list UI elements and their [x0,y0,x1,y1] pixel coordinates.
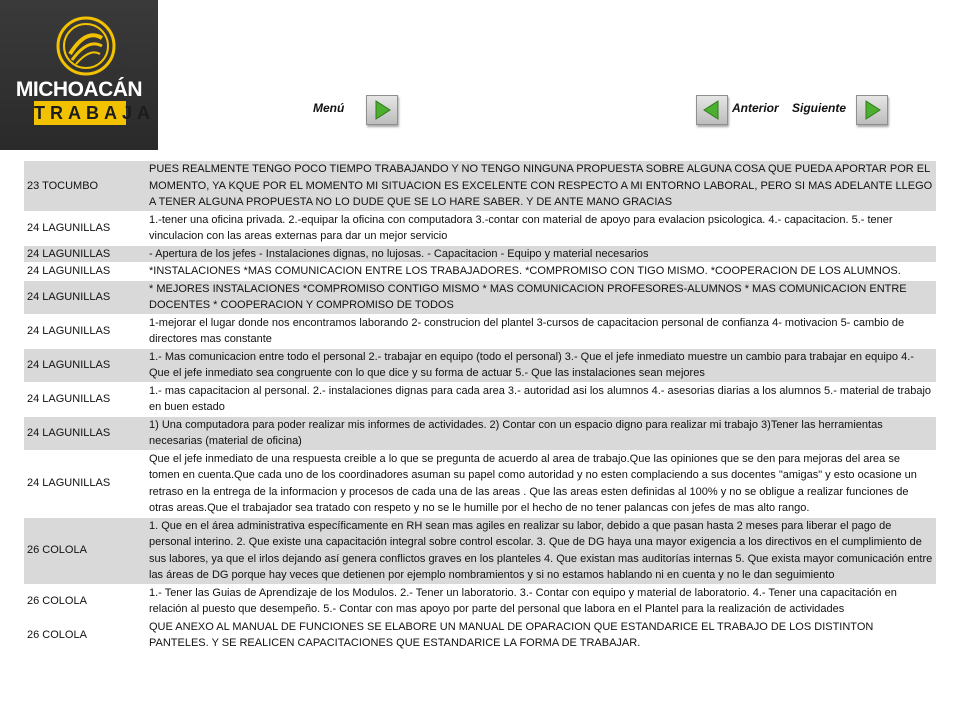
table-row [24,280,936,314]
response-cell: QUE ANEXO AL MANUAL DE FUNCIONES SE ELABORE UN MANUAL DE OPARACION QUE ESTANDARICE EL TRABAJO DE LOS DISTINTON PANTELES. Y SE REALICEN CAPACITACIONES QUE ESTANDARICE LA FORMA DE TRABAJAR. [146,618,936,652]
location-cell: 24 LAGUNILLAS [24,416,146,450]
response-cell: - Apertura de los jefes - Instalaciones dignas, no lujosas. - Capacitacion - Equipo y material necesarios [146,245,936,263]
anterior-label[interactable]: Anterior [732,101,779,115]
logo-panel [0,0,158,150]
table-row [24,211,936,245]
table-row [24,584,936,618]
arrow-right-icon [367,96,397,124]
brand-line1: MICHOACÁN [15,78,143,101]
location-cell: 26 COLOLA [24,517,146,584]
table-row [24,416,936,450]
location-cell: 24 LAGUNILLAS [24,263,146,281]
brand-line2: TRABAJA [34,103,156,123]
arrow-right-icon [857,96,887,124]
table-row [24,161,936,211]
menu-label[interactable]: Menú [313,101,345,115]
location-cell: 24 LAGUNILLAS [24,348,146,382]
response-cell: 1.-tener una oficina privada. 2.-equipar la oficina con computadora 3.-contar con material de apoyo para evalacion psicologica. 4.- capacitacion. 5.- tener vinculacion con las areas externas para dar un mejor servicio [146,211,936,245]
response-cell: 1.- Mas comunicacion entre todo el personal 2.- trabajar en equipo (todo el personal) 3.- Que el jefe inmediato muestre un cambio para trabajar en equipo 4.- Que el jefe inmediato sea congruente con lo que dice y su forma de actuar 5.- Que las instalaciones sean mejores [146,348,936,382]
table-row [24,314,936,348]
menu-button[interactable] [366,95,398,125]
arrow-left-icon [697,96,727,124]
table-row [24,618,936,652]
response-cell: 1.- Tener las Guias de Aprendizaje de los Modulos. 2.- Tener un laboratorio. 3.- Contar con equipo y material de laboratorio. 4.- Tener una capacitación en relación al puesto que desempeño. 5.- Contar con mas apoyo por parte del personal que labora en el Plantel para la realización de actividades [146,584,936,618]
table-row [24,348,936,382]
location-cell: 24 LAGUNILLAS [24,450,146,517]
table-row [24,517,936,584]
table-row [24,263,936,281]
table-row [24,450,936,517]
location-cell: 26 COLOLA [24,584,146,618]
location-cell: 24 LAGUNILLAS [24,314,146,348]
response-cell: 1. Que en el área administrativa específicamente en RH sean mas agiles en realizar su labor, debido a que pasan hasta 2 meses para liberar el pago de personal interino. 2. Que existe una capacitación integral sobre control escolar. 3. Que de DG haya una mayor exigencia a los directivos en el cumplimiento de sus labores, ya que el irlos dejando así genera conflictos graves en los planteles 4. Que existan mas auditorías internas 5. Que exista mayor comunicación entre las áreas de DG porque hay veces que detienen por ejemplo nombramientos y si no estamos hablando ni en cuenta y no le dan seguimiento [146,517,936,584]
anterior-button[interactable] [696,95,728,125]
location-cell: 24 LAGUNILLAS [24,245,146,263]
response-cell: 1-mejorar el lugar donde nos encontramos laborando 2- construcion del plantel 3-cursos de capacitacion personal de confianza 4- motivacion 5- cambio de directores mas constante [146,314,936,348]
location-cell: 26 COLOLA [24,618,146,652]
table-row [24,382,936,416]
siguiente-button[interactable] [856,95,888,125]
response-cell: 1.- mas capacitacion al personal. 2.- instalaciones dignas para cada area 3.- autoridad asi los alumnos 4.- asesorias diarias a los alumnos 5.- material de trabajo en buen estado [146,382,936,416]
response-cell: * MEJORES INSTALACIONES *COMPROMISO CONTIGO MISMO * MAS COMUNICACION PROFESORES-ALUMNOS * MAS COMUNICACION ENTRE DOCENTES * COOPERACION Y COMPROMISO DE TODOS [146,280,936,314]
response-cell: PUES REALMENTE TENGO POCO TIEMPO TRABAJANDO Y NO TENGO NINGUNA PROPUESTA SOBRE ALGUNA COSA QUE PUEDA APORTAR POR EL MOMENTO, YA KQUE POR EL MOMENTO MI SITUACION ES EXCELENTE CON RESPECTO A MI ENTORNO LABORAL, PERO SI MAS ADELANTE LLEGO A TENER ALGUNA PROPUESTA NO LO DUDE QUE SE LO HARE SABER. Y DE ANTE MANO GRACIAS [146,161,936,211]
location-cell: 24 LAGUNILLAS [24,382,146,416]
response-cell: Que el jefe inmediato de una respuesta creible a lo que se pregunta de acuerdo al area de trabajo.Que las opiniones que se den para mejoras del area se tomen en cuenta.Que cada uno de los coordinadores asuman su papel como autoridad y no esten complaciendo a sus docentes "amigas" y esto ocasione un retraso en la entrega de la informacion y procesos de cada una de las areas . Que las areas esten definidas al 100% y no se obligue a realizar funciones de otras areas.Que el trabajador sea tratado con respeto y no se le humille por el hecho de no tener palancas con jefes de mas alto rango. [146,450,936,517]
location-cell: 23 TOCUMBO [24,161,146,211]
michoacan-emblem-icon [56,16,116,76]
response-cell: 1) Una computadora para poder realizar mis informes de actividades. 2) Contar con un espacio digno para realizar mi trabajo 3)Tener las herramientas necesarias (material de oficina) [146,416,936,450]
responses-table [24,161,936,653]
response-cell: *INSTALACIONES *MAS COMUNICACION ENTRE LOS TRABAJADORES. *COMPROMISO CON TIGO MISMO. *COOPERACION DE LOS ALUMNOS. [146,263,936,281]
siguiente-label[interactable]: Siguiente [792,101,847,115]
table-row [24,245,936,263]
location-cell: 24 LAGUNILLAS [24,280,146,314]
location-cell: 24 LAGUNILLAS [24,211,146,245]
